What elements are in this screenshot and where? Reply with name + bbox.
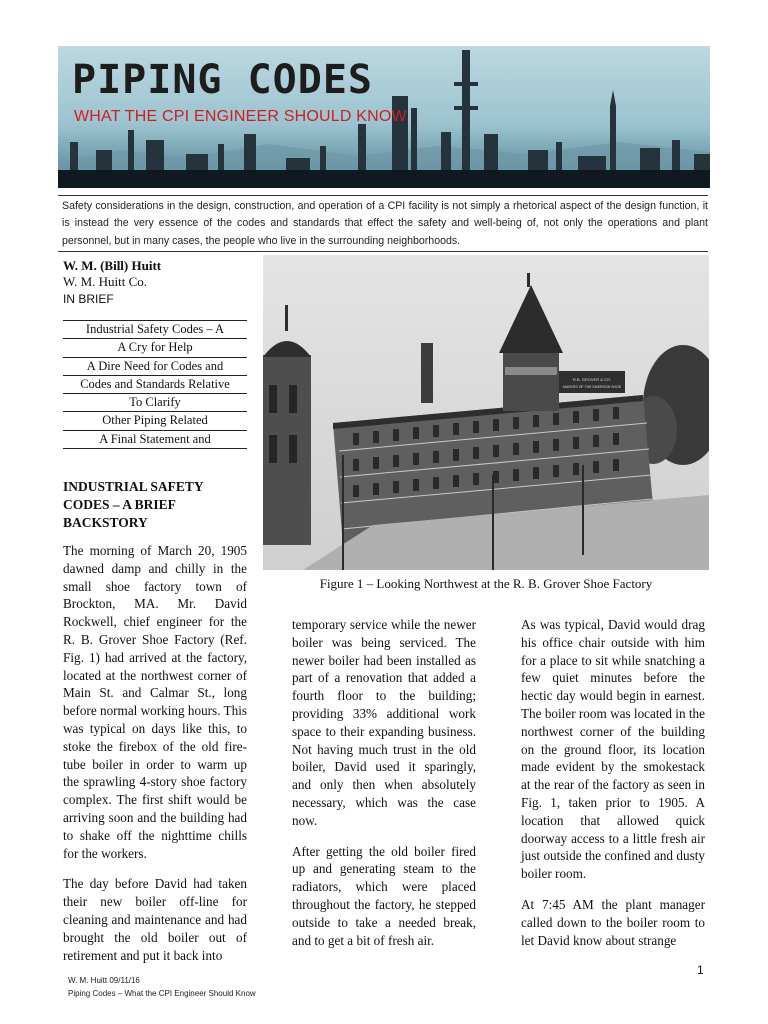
toc-item[interactable]: Industrial Safety Codes – A [63,321,247,339]
factory-photo [263,255,709,570]
banner-title: PIPING CODES [72,57,373,103]
toc-item[interactable]: To Clarify [63,394,247,412]
banner-subtitle: WHAT THE CPI ENGINEER SHOULD KNOW [74,108,407,125]
figure-caption: Figure 1 – Looking Northwest at the R. B. Grover Shoe Factory [319,576,653,591]
author-name: W. M. (Bill) Huitt [63,258,162,273]
body-column-2 [292,616,476,962]
intro-paragraph: Safety considerations in the design, construction, and operation of a CPI facility is not simply a rhetorical aspect of the design function, it is instead the very essence of the codes and standards that effect the safety and well-being of, not only the operations and plant personnel, but in many cases, the people who live in the surrounding neighborhoods. [62,200,708,247]
paragraph: The day before David had taken their new boiler off-line for cleaning and maintenance and had brought the old boiler out of retirement and put it back into [63,876,247,963]
footer-doc-title: Piping Codes – What the CPI Engineer Should Know [68,989,256,998]
paragraph: At 7:45 AM the plant manager called down to the boiler room to let David know about strange [521,896,705,948]
paragraph: temporary service while the newer boiler was being serviced. The newer boiler had been installed as part of a renovation that added a fourth floor to the building; providing 33% additional work space to their expanding business. Not having much trust in the old boiler, David used it sparingly, and only then when absolutely necessary, which was the case now. [292,617,476,828]
author-company: W. M. Huitt Co. [63,274,148,289]
svg-text:MAKERS OF THE EMERSON SHOE: MAKERS OF THE EMERSON SHOE [562,385,622,389]
paragraph: As was typical, David would drag his office chair outside with him for a place to sit while snatching a few quiet minutes before the hectic day would begin in earnest. The boiler room was located in the northwest corner of the building on the ground floor, its location made evident by the smokestack at the rear of the factory as seen in Fig. 1, taken prior to 1905. A location that allowed quick doorway access to a little fresh air just outside the confined and dusty boiler room. [521,617,705,882]
paragraph: The morning of March 20, 1905 dawned damp and chilly in the small shoe factory town of Brockton, MA. Mr. David Rockwell, chief engineer for the R. B. Grover Shoe Factory (Ref. Fig. 1) had arrived at the factory, located at the northwest corner of Main St. and Calmar St., long before normal working hours. This was typical on days like this, to stoke the firebox of the old fire-tube boiler in order to warm up the sprawling 4-story shoe factory complex. The first shift would be arriving soon and the building had to shake off the nighttime chills for the workers. [63,543,247,861]
intro-bottom-rule [58,251,708,252]
toc-item[interactable]: A Final Statement and [63,431,247,449]
paragraph: After getting the old boiler fired up and generating steam to the radiators, which were placed throughout the factory, he stepped outside to take a needed break, and to get a bit of fresh air. [292,843,476,948]
factory-photo-illustration [263,255,709,570]
page-number: 1 [697,963,704,977]
footer-author-date: W. M. Huitt 09/11/16 [68,976,140,985]
table-of-contents [63,320,247,449]
in-brief-label: IN BRIEF [63,292,114,306]
toc-item[interactable]: Other Piping Related [63,412,247,430]
toc-item[interactable]: A Cry for Help [63,339,247,357]
header-banner [58,46,710,188]
page-footer [68,974,256,1000]
author-block [63,258,161,290]
section-heading: INDUSTRIAL SAFETY CODES – A BRIEF BACKSTORY [63,479,204,530]
toc-item[interactable]: A Dire Need for Codes and [63,358,247,376]
body-column-3 [521,616,705,962]
intro-top-rule [58,195,708,196]
body-column-1 [63,542,247,977]
toc-item[interactable]: Codes and Standards Relative [63,376,247,394]
svg-text:R.B. GROVER & CO.: R.B. GROVER & CO. [572,377,612,382]
